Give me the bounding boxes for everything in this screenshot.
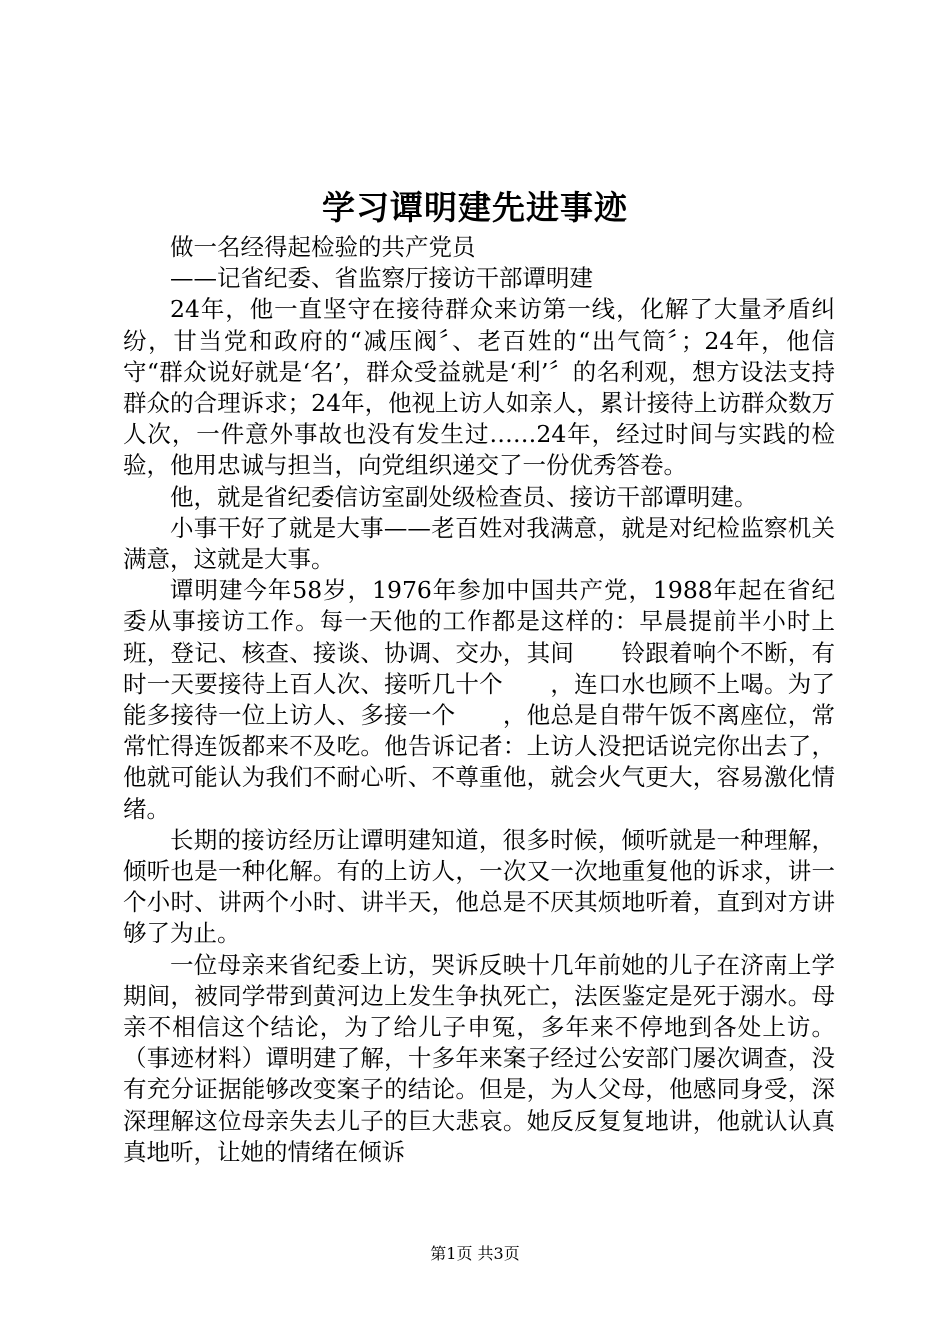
document-body <box>123 232 835 1168</box>
body-paragraph: 24年，他一直坚守在接待群众来访第一线，化解了大量矛盾纠纷，甘当党和政府的“减压阀〞、老百姓的“出气筒〞；24年，他信守“群众说好就是‘名’，群众受益就是‘利’〞的名利观，想方设法支持群众的合理诉求；24年，他视上访人如亲人，累计接待上访群众数万人次，一件意外事故也没有发生过……24年，经过时间与实践的检验，他用忠诚与担当，向党组织递交了一份优秀答卷。 <box>123 295 835 480</box>
body-paragraph: 他，就是省纪委信访室副处级检查员、接访干部谭明建。 <box>170 482 758 511</box>
body-paragraph: 一位母亲来省纪委上访，哭诉反映十几年前她的儿子在济南上学期间，被同学带到黄河边上发生争执死亡，法医鉴定是死于溺水。母亲不相信这个结论，为了给儿子申冤，多年来不停地到各处上访。（事迹材料）谭明建了解，十多年来案子经过公安部门屡次调查，没有充分证据能够改变案子的结论。但是，为人父母，他感同身受，深深理解这位母亲失去儿子的巨大悲哀。她反反复复地讲，他就认认真真地听，让她的情绪在倾诉 <box>123 950 835 1166</box>
body-paragraph: 小事干好了就是大事——老百姓对我满意，就是对纪检监察机关满意，这就是大事。 <box>123 513 835 574</box>
subtitle-line: 做一名经得起检验的共产党员 <box>170 233 476 261</box>
document-title: 学习谭明建先进事迹 <box>322 188 628 227</box>
body-paragraph: 谭明建今年58岁，1976年参加中国共产党，1988年起在省纪委从事接访工作。每一天他的工作都是这样的：早晨提前半小时上班，登记、核查、接谈、协调、交办，其间 铃跟着响个不断，有时一天要接待上百人次、接听几十个 ，连口水也顾不上喝。为了能多接待一位上访人、多接一个 ，他总是自带午饭不离座位，常常忙得连饭都来不及吃。他告诉记者：上访人没把话说完你出去了，他就可能认为我们不耐心听、不尊重他，就会火气更大，容易激化情绪。 <box>123 576 835 823</box>
body-paragraph: 长期的接访经历让谭明建知道，很多时候，倾听就是一种理解，倾听也是一种化解。有的上访人，一次又一次地重复他的诉求，讲一个小时、讲两个小时、讲半天，他总是不厌其烦地听着，直到对方讲够了为止。 <box>123 825 835 948</box>
subtitle-line: ——记省纪委、省监察厅接访干部谭明建 <box>170 264 593 293</box>
page-footer: 第1页 共3页 <box>430 1244 520 1263</box>
